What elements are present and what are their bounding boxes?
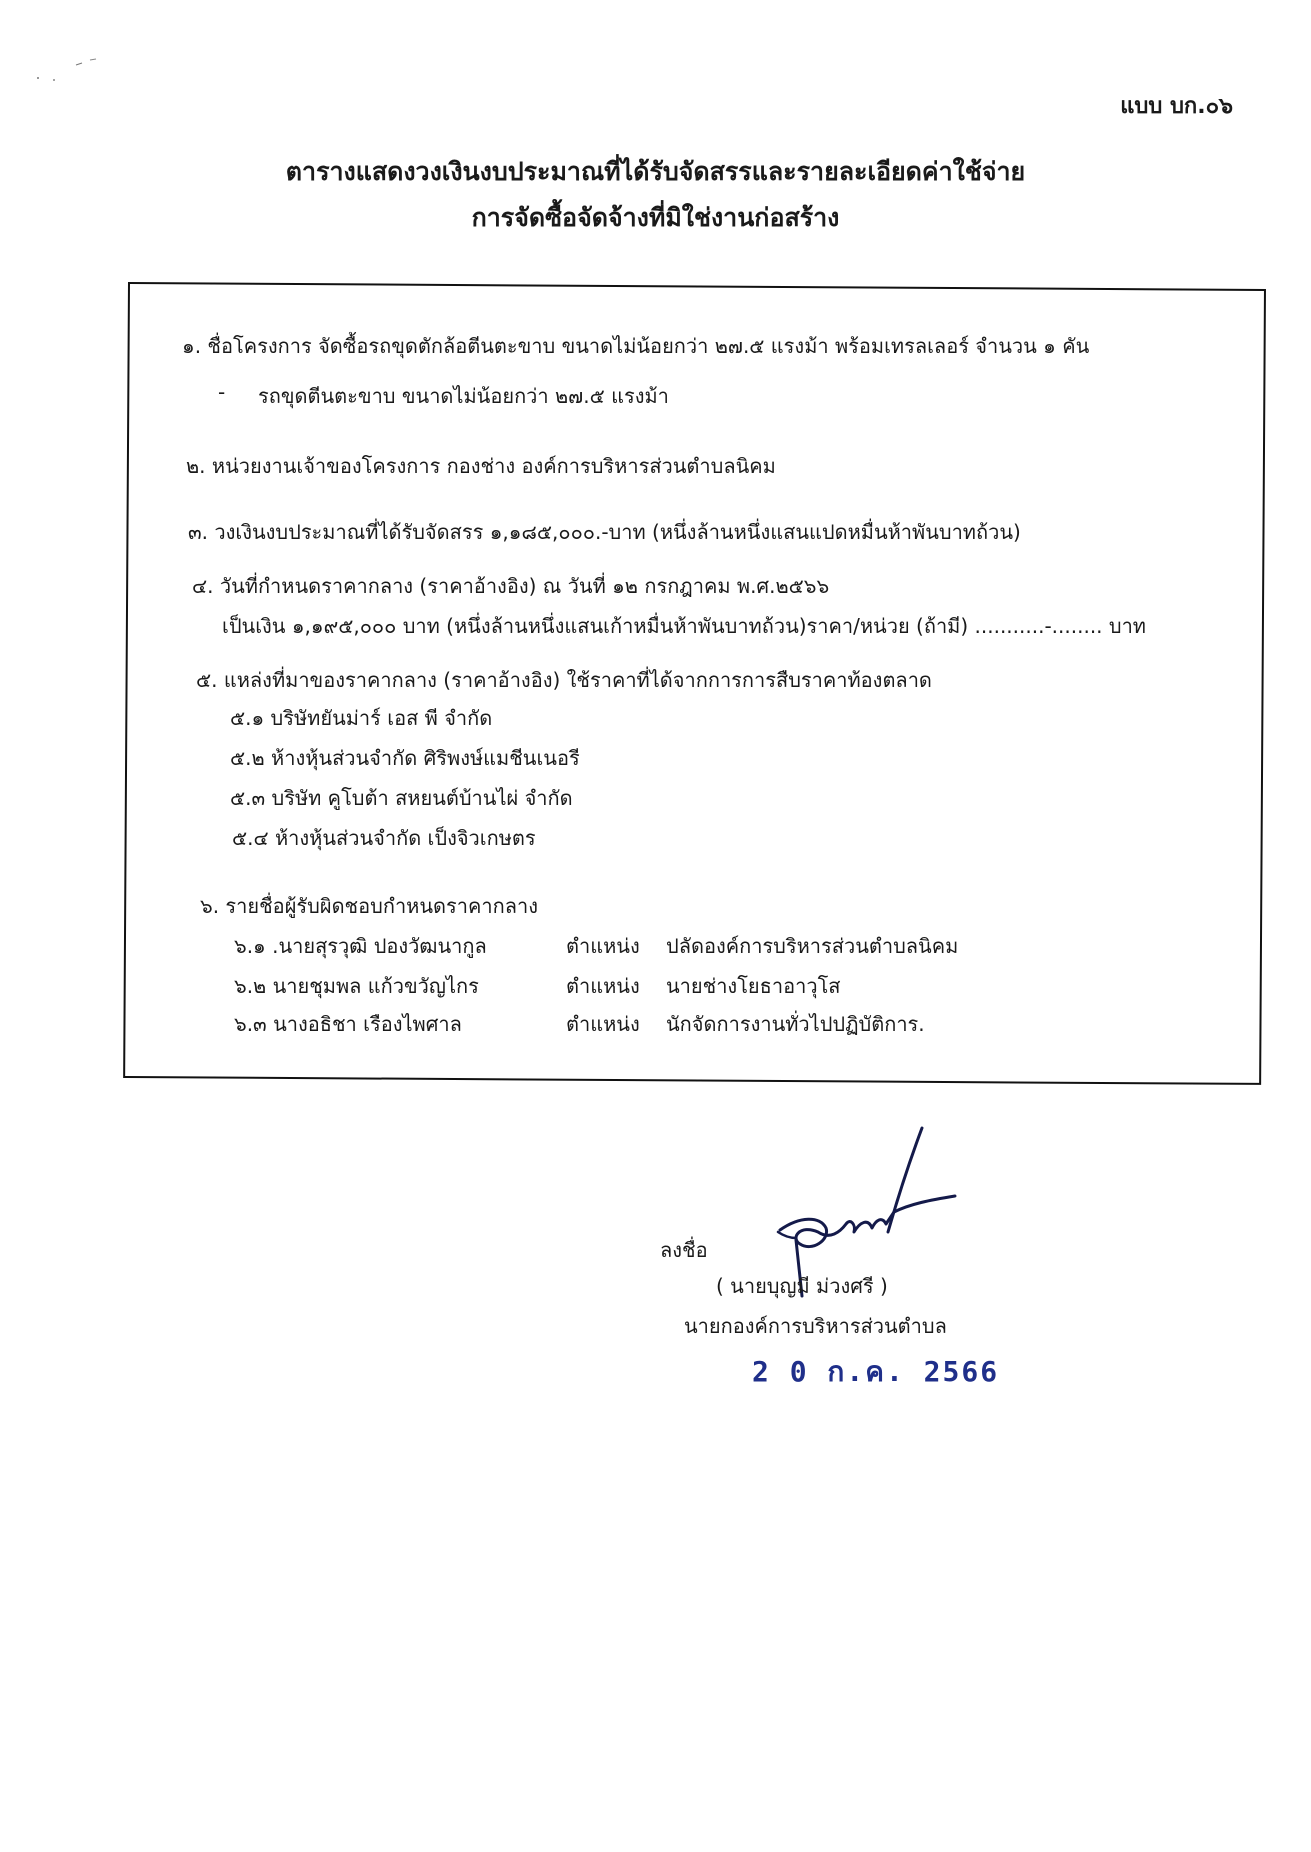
scan-specks [30,50,110,90]
item-4-reference-amount: เป็นเงิน ๑,๑๙๕,๐๐๐ บาท (หนึ่งล้านหนึ่งแสนเก้าหมื่นห้าพันบาทถ้วน)ราคา/หน่วย (ถ้ามี) ...........-........ บาท [222,614,1146,638]
item-6-person-2-name: ๖.๒ นายชุมพล แก้วขวัญไกร [234,974,479,998]
item-1-sub-item: รถขุดตีนตะขาบ ขนาดไม่น้อยกว่า ๒๗.๕ แรงม้า [258,384,669,408]
item-2-owner-unit: ๒. หน่วยงานเจ้าของโครงการ กองช่าง องค์การบริหารส่วนตำบลนิคม [186,454,776,478]
item-1-project-name: ๑. ชื่อโครงการ จัดซื้อรถขุดตักล้อตีนตะขาบ ขนาดไม่น้อยกว่า ๒๗.๕ แรงม้า พร้อมเทรลเลอร์ จำนวน ๑ คัน [182,334,1090,358]
item-6-person-1-position: ปลัดองค์การบริหารส่วนตำบลนิคม [666,934,959,958]
item-6-person-1-name: ๖.๑ .นายสุรวุฒิ ปองวัฒนากูล [234,934,487,958]
item-4-reference-date: ๔. วันที่กำหนดราคากลาง (ราคาอ้างอิง) ณ วันที่ ๑๒ กรกฎาคม พ.ศ.๒๕๖๖ [192,574,830,598]
item-5-source-3: ๕.๓ บริษัท คูโบต้า สหยนต์บ้านไผ่ จำกัด [230,786,573,810]
signer-position: นายกองค์การบริหารส่วนตำบล [684,1314,947,1338]
item-1-sub-dash: - [218,380,226,404]
item-6-responsible: ๖. รายชื่อผู้รับผิดชอบกำหนดราคากลาง [200,894,538,918]
form-code: แบบ บก.๐๖ [1120,94,1233,119]
item-3-budget: ๓. วงเงินงบประมาณที่ได้รับจัดสรร ๑,๑๘๕,๐๐๐.-บาท (หนึ่งล้านหนึ่งแสนแปดหมื่นห้าพันบาทถ้วน) [188,520,1021,544]
item-6-person-2-position: นายช่างโยธาอาวุโส [666,974,841,998]
item-5-source-1: ๕.๑ บริษัทยันม่าร์ เอส พี จำกัด [230,706,493,730]
item-6-person-3-position: นักจัดการงานทั่วไปปฏิบัติการ. [666,1012,925,1036]
page-title-line2: การจัดซื้อจัดจ้างที่มิใช่งานก่อสร้าง [471,203,840,232]
item-6-person-3-pos-label: ตำแหน่ง [566,1012,640,1036]
signer-name: ( นายบุญมี ม่วงศรี ) [716,1274,888,1298]
date-stamp: 2 0 ก.ค. 2566 [752,1355,1000,1388]
page-title-line1: ตารางแสดงวงเงินงบประมาณที่ได้รับจัดสรรและรายละเอียดค่าใช้จ่าย [285,157,1026,186]
item-5-price-source: ๕. แหล่งที่มาของราคากลาง (ราคาอ้างอิง) ใช้ราคาที่ได้จากการการสืบราคาท้องตลาด [196,668,932,692]
item-6-person-1-pos-label: ตำแหน่ง [566,934,640,958]
item-6-person-2-pos-label: ตำแหน่ง [566,974,640,998]
sign-label: ลงชื่อ [660,1238,708,1262]
item-5-source-2: ๕.๒ ห้างหุ้นส่วนจำกัด ศิริพงษ์แมชีนเนอรี [230,746,580,770]
item-5-source-4: ๕.๔ ห้างหุ้นส่วนจำกัด เป็งจิวเกษตร [232,826,536,850]
item-6-person-3-name: ๖.๓ นางอธิชา เรืองไพศาล [234,1012,462,1036]
